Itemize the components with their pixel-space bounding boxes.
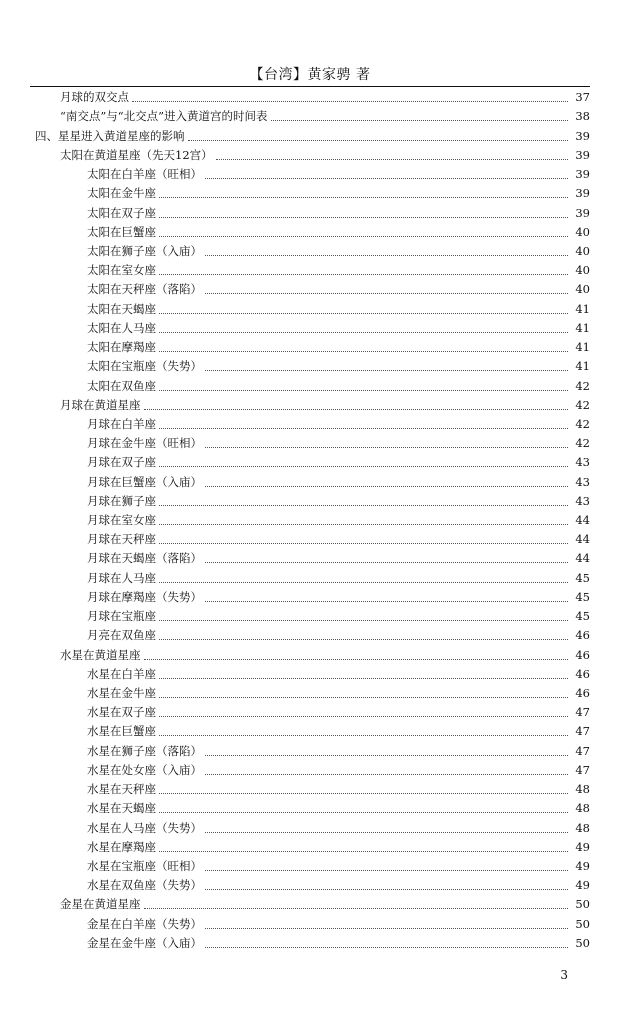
dot-leader <box>205 292 568 294</box>
toc-entry[interactable] <box>30 165 590 184</box>
toc-entry-page: 47 <box>575 762 590 777</box>
toc-entry[interactable] <box>30 357 590 376</box>
toc-entry-page: 42 <box>575 416 590 431</box>
toc-entry[interactable] <box>30 434 590 453</box>
toc-entry-page: 49 <box>575 878 590 893</box>
toc-entry-page: 47 <box>575 724 590 739</box>
toc-entry-title: 太阳在双鱼座 <box>87 378 156 393</box>
toc-entry[interactable] <box>30 665 590 684</box>
toc-entry-title: 月球在摩羯座（失势） <box>87 589 202 604</box>
toc-entry-page: 49 <box>575 858 590 873</box>
dot-leader <box>205 888 568 890</box>
toc-entry-page: 44 <box>575 513 590 528</box>
toc-entry-title: 金星在黄道星座 <box>60 897 141 912</box>
toc-entry-title: “南交点”与“北交点”进入黄道宫的时间表 <box>60 109 268 124</box>
toc-entry-page: 39 <box>575 147 590 162</box>
toc-entry[interactable] <box>30 838 590 857</box>
page-header: 【台湾】黄家骋 著 <box>249 67 371 83</box>
toc-entry[interactable] <box>30 319 590 338</box>
toc-entry[interactable] <box>30 299 590 318</box>
dot-leader <box>159 850 568 852</box>
toc-entry-page: 41 <box>575 320 590 335</box>
toc-entry-title: 月球在天秤座 <box>87 532 156 547</box>
toc-entry-page: 39 <box>575 167 590 182</box>
toc-entry-title: 月球在狮子座 <box>87 493 156 508</box>
page-number: 3 <box>560 968 568 982</box>
toc-entry-title: 水星在狮子座（落陷） <box>87 743 202 758</box>
toc-entry-title: 水星在金牛座 <box>87 686 156 700</box>
toc-entry-page: 46 <box>575 647 590 662</box>
toc-entry-page: 41 <box>575 301 590 316</box>
toc-entry[interactable] <box>30 242 590 261</box>
toc-entry-page: 50 <box>575 916 590 931</box>
toc-entry[interactable] <box>30 88 590 107</box>
dot-leader <box>205 177 568 179</box>
toc-entry-title: 月球在双子座 <box>87 455 156 470</box>
toc-entry-page: 39 <box>575 128 590 143</box>
dot-leader <box>132 100 568 102</box>
toc-entry-page: 43 <box>575 493 590 508</box>
toc-entry[interactable] <box>30 146 590 165</box>
toc-entry[interactable] <box>30 472 590 491</box>
toc-entry[interactable] <box>30 184 590 203</box>
toc-entry-page: 39 <box>575 205 590 220</box>
toc-entry[interactable] <box>30 741 590 760</box>
toc-entry-page: 43 <box>575 455 590 470</box>
toc-entry[interactable] <box>30 857 590 876</box>
dot-leader <box>205 446 568 448</box>
toc-entry-title: 太阳在人马座 <box>87 320 156 335</box>
toc-entry-title: 水星在白羊座 <box>87 666 156 681</box>
toc-entry-page: 42 <box>575 436 590 451</box>
dot-leader <box>205 485 568 487</box>
toc-entry[interactable] <box>30 376 590 395</box>
dot-leader <box>159 273 568 275</box>
toc-entry-title: 太阳在天蝎座 <box>87 301 156 316</box>
toc-entry[interactable] <box>30 799 590 818</box>
toc-entry-page: 42 <box>575 397 590 412</box>
toc-entry[interactable] <box>30 645 590 664</box>
toc-entry[interactable] <box>30 914 590 933</box>
toc-entry-page: 42 <box>575 378 590 393</box>
toc-entry-page: 47 <box>575 705 590 720</box>
toc-entry-title: 水星在双子座 <box>87 705 156 720</box>
dot-leader <box>159 235 568 237</box>
toc-entry-page: 49 <box>575 839 590 854</box>
toc-entry-page: 46 <box>575 686 590 700</box>
toc-entry-title: 水星在天蝎座 <box>87 801 156 816</box>
dot-leader <box>159 811 568 813</box>
toc-entry-title: 水星在摩羯座 <box>87 839 156 854</box>
dot-leader <box>205 561 568 563</box>
toc-entry-page: 50 <box>575 897 590 912</box>
dot-leader <box>159 350 568 352</box>
toc-entry-title: 金星在金牛座（入庙） <box>87 935 202 950</box>
toc-entry-title: 水星在巨蟹座 <box>87 724 156 739</box>
dot-leader <box>159 389 568 391</box>
toc-entry[interactable] <box>30 511 590 530</box>
toc-entry[interactable] <box>30 107 590 126</box>
dot-leader <box>159 216 568 218</box>
toc-entry[interactable] <box>30 626 590 645</box>
dot-leader <box>159 696 568 698</box>
toc-entry-page: 48 <box>575 782 590 797</box>
dot-leader <box>205 869 568 871</box>
dot-leader <box>271 119 568 121</box>
toc-entry-page: 47 <box>575 743 590 758</box>
toc-entry[interactable] <box>30 223 590 242</box>
toc-entry-title: 四、星星进入黄道星座的影响 <box>35 128 185 143</box>
dot-leader <box>205 600 568 602</box>
dot-leader <box>159 734 568 736</box>
dot-leader <box>159 638 568 640</box>
toc-entry[interactable] <box>30 722 590 741</box>
dot-leader <box>159 196 568 198</box>
table-of-contents <box>30 88 590 953</box>
toc-entry-page: 44 <box>575 532 590 547</box>
toc-entry-page: 39 <box>575 186 590 201</box>
dot-leader <box>216 158 568 160</box>
toc-entry-title: 月球在白羊座 <box>87 416 156 431</box>
dot-leader <box>159 312 568 314</box>
dot-leader <box>205 946 568 948</box>
toc-entry[interactable] <box>30 338 590 357</box>
toc-entry-title: 水星在双鱼座（失势） <box>87 878 202 893</box>
toc-entry-page: 43 <box>575 474 590 489</box>
toc-entry-title: 太阳在黄道星座（先天12宫） <box>60 147 213 162</box>
toc-entry[interactable] <box>30 818 590 837</box>
toc-entry-title: 月球在巨蟹座（入庙） <box>87 474 202 489</box>
toc-entry-title: 水星在处女座（入庙） <box>87 762 202 777</box>
toc-entry-page: 40 <box>575 263 590 278</box>
toc-entry[interactable] <box>30 530 590 549</box>
dot-leader <box>205 369 568 371</box>
toc-entry-page: 44 <box>575 551 590 566</box>
toc-entry[interactable] <box>30 895 590 914</box>
toc-entry-page: 50 <box>575 935 590 950</box>
dot-leader <box>144 658 569 660</box>
toc-entry-title: 月球在天蝎座（落陷） <box>87 551 202 566</box>
toc-entry[interactable] <box>30 588 590 607</box>
toc-entry[interactable] <box>30 568 590 587</box>
toc-entry-title: 月球的双交点 <box>60 90 129 105</box>
toc-entry-title: 太阳在室女座 <box>87 263 156 278</box>
toc-entry-title: 太阳在白羊座（旺相） <box>87 167 202 182</box>
toc-entry[interactable] <box>30 607 590 626</box>
toc-entry-title: 太阳在摩羯座 <box>87 340 156 355</box>
dot-leader <box>159 427 568 429</box>
dot-leader <box>159 677 568 679</box>
toc-entry-page: 48 <box>575 801 590 816</box>
toc-entry-title: 太阳在双子座 <box>87 205 156 220</box>
toc-entry[interactable] <box>30 203 590 222</box>
dot-leader <box>159 504 568 506</box>
dot-leader <box>205 254 568 256</box>
dot-leader <box>159 523 568 525</box>
dot-leader <box>159 465 568 467</box>
toc-entry[interactable] <box>30 492 590 511</box>
header-rule <box>30 86 590 87</box>
toc-entry-title: 金星在白羊座（失势） <box>87 916 202 931</box>
dot-leader <box>159 715 568 717</box>
toc-entry[interactable] <box>30 761 590 780</box>
toc-entry-title: 月球在室女座 <box>87 513 156 528</box>
toc-entry-title: 水星在人马座（失势） <box>87 820 202 835</box>
dot-leader <box>159 619 568 621</box>
toc-entry-page: 40 <box>575 282 590 297</box>
toc-entry[interactable] <box>30 396 590 415</box>
toc-entry[interactable] <box>30 280 590 299</box>
toc-entry-title: 水星在宝瓶座（旺相） <box>87 858 202 873</box>
toc-entry-page: 40 <box>575 243 590 258</box>
toc-entry-title: 月球在人马座 <box>87 570 156 585</box>
toc-entry-page: 46 <box>575 628 590 643</box>
toc-entry-page: 41 <box>575 340 590 355</box>
dot-leader <box>144 907 569 909</box>
toc-entry[interactable] <box>30 934 590 953</box>
toc-entry-page: 40 <box>575 224 590 239</box>
toc-entry[interactable] <box>30 415 590 434</box>
dot-leader <box>205 927 568 929</box>
toc-entry-title: 水星在天秤座 <box>87 782 156 797</box>
toc-entry[interactable] <box>30 261 590 280</box>
dot-leader <box>205 773 568 775</box>
toc-entry-page: 41 <box>575 359 590 374</box>
dot-leader <box>159 581 568 583</box>
toc-entry[interactable] <box>30 684 590 703</box>
dot-leader <box>159 331 568 333</box>
dot-leader <box>159 792 568 794</box>
toc-entry-page: 45 <box>575 589 590 604</box>
toc-entry-title: 水星在黄道星座 <box>60 647 141 662</box>
toc-entry[interactable] <box>30 549 590 568</box>
dot-leader <box>159 542 568 544</box>
toc-entry-title: 太阳在巨蟹座 <box>87 224 156 239</box>
toc-entry-page: 46 <box>575 666 590 681</box>
toc-entry-title: 月亮在双鱼座 <box>87 628 156 643</box>
toc-entry-title: 太阳在宝瓶座（失势） <box>87 359 202 374</box>
toc-entry[interactable] <box>30 453 590 472</box>
dot-leader <box>205 754 568 756</box>
toc-entry[interactable] <box>30 703 590 722</box>
toc-entry-title: 太阳在狮子座（入庙） <box>87 243 202 258</box>
dot-leader <box>205 831 568 833</box>
toc-entry-title: 月球在黄道星座 <box>60 397 141 412</box>
toc-entry-page: 37 <box>575 90 590 105</box>
toc-entry[interactable] <box>30 780 590 799</box>
dot-leader <box>144 408 569 410</box>
toc-entry-page: 48 <box>575 820 590 835</box>
toc-entry-page: 38 <box>575 109 590 124</box>
toc-entry[interactable] <box>30 876 590 895</box>
toc-entry-title: 月球在金牛座（旺相） <box>87 436 202 451</box>
dot-leader <box>188 139 569 141</box>
toc-entry-page: 45 <box>575 570 590 585</box>
toc-entry-title: 月球在宝瓶座 <box>87 609 156 624</box>
toc-entry-title: 太阳在金牛座 <box>87 186 156 201</box>
toc-entry-title: 太阳在天秤座（落陷） <box>87 282 202 297</box>
toc-entry[interactable] <box>30 126 590 145</box>
toc-entry-page: 45 <box>575 609 590 624</box>
